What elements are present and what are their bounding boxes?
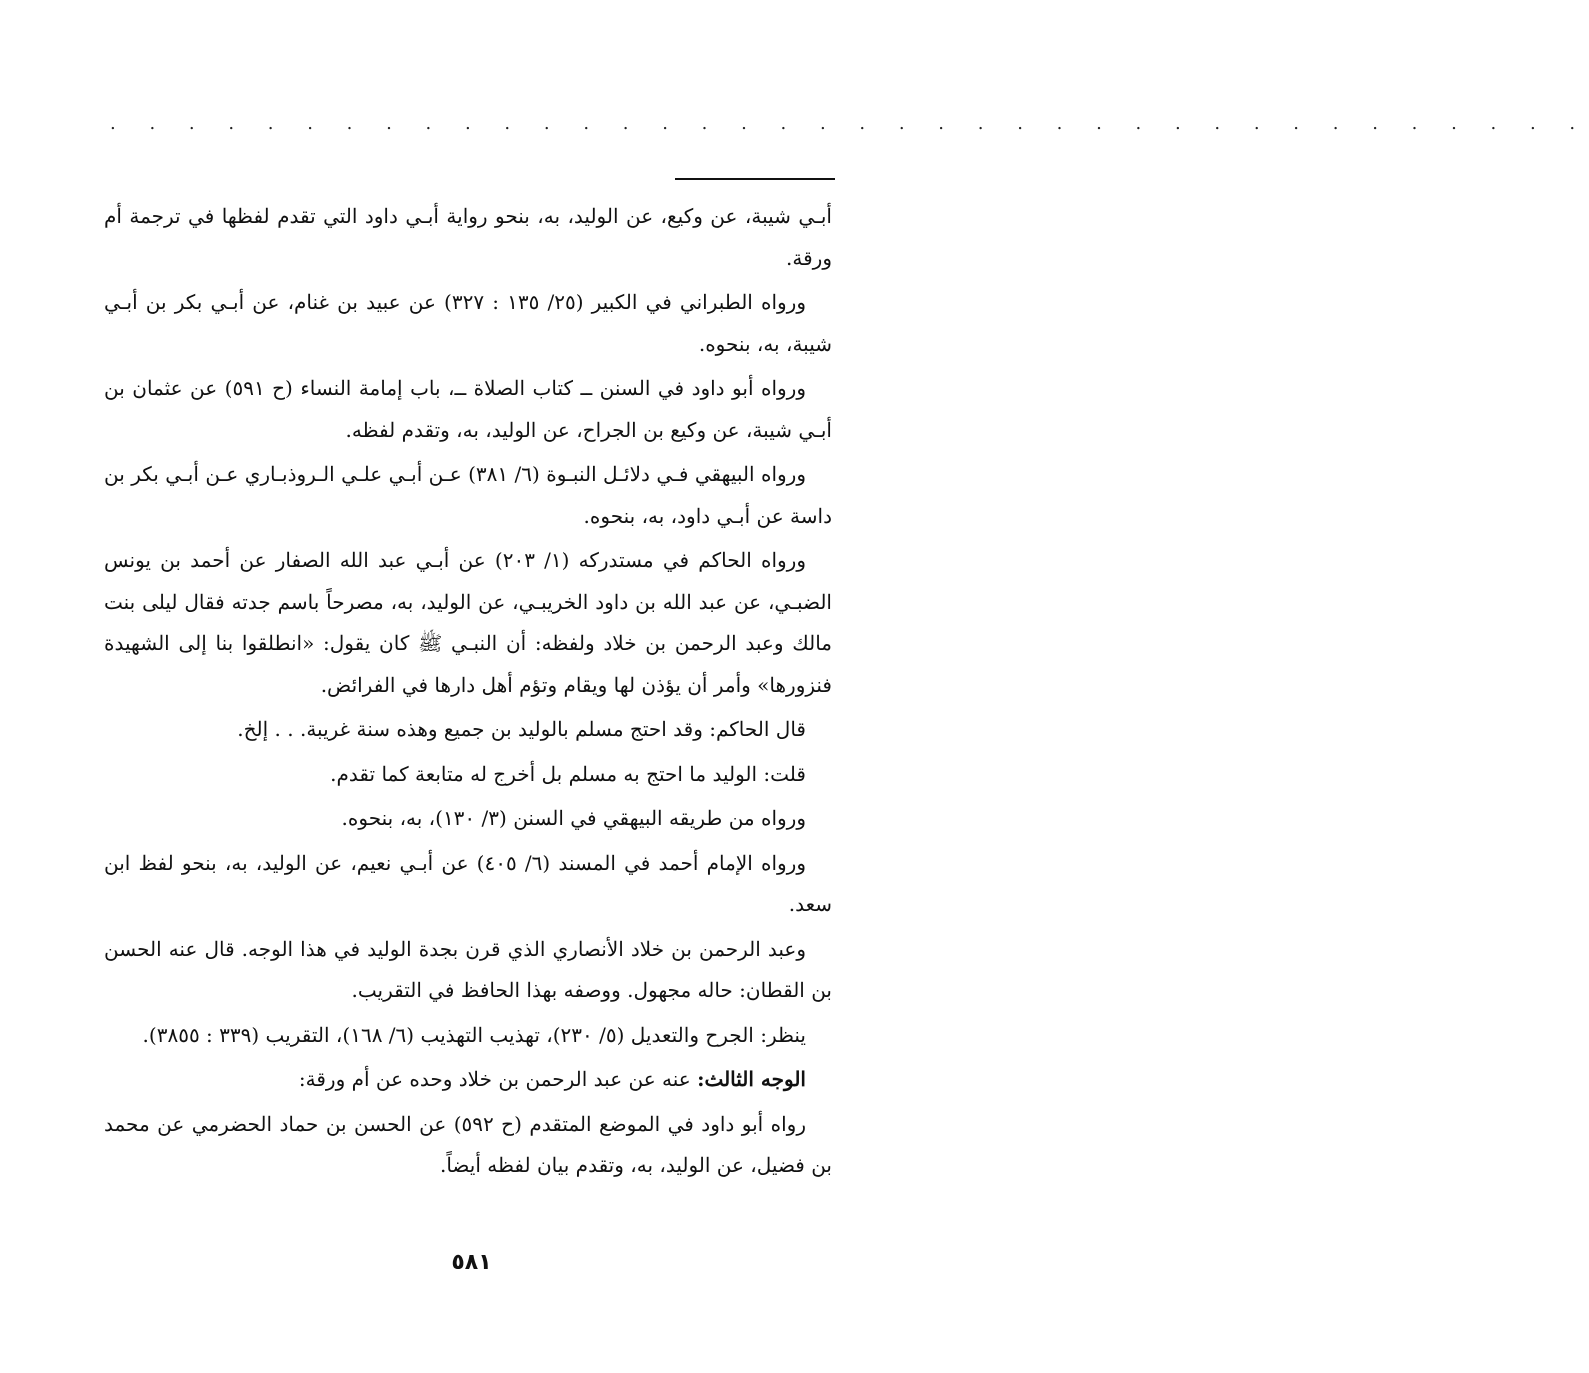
- paragraph-5: ورواه الحاكم في مستدركه (١/ ٢٠٣) عن أبـي عبد الله الصفار عن أحمد بن يونس الضبـي، عن عبد الله بن داود الخريبـي، عن الوليد، به، مصرحاً باسم جدته فقال ليلى بنت مالك وعبد الرحمن بن خلاد ولفظه: أن النبـي ﷺ كان يقول: «انطلقوا بنا إلى الشهيدة فنزورها» وأمر أن يؤذن لها ويقام وتؤم أهل دارها في الفرائض.: [104, 548, 832, 697]
- paragraph-8: ورواه من طريقه البيهقي في السنن (٣/ ١٣٠)، به، بنحوه.: [341, 806, 806, 830]
- paragraph-12: [104, 1059, 832, 1101]
- paragraph-11: ينظر: الجرح والتعديل (٥/ ٢٣٠)، تهذيب التهذيب (٦/ ١٦٨)، التقريب (٣٣٩ : ٣٨٥٥).: [142, 1022, 806, 1047]
- paragraph-6: قال الحاكم: وقد احتج مسلم بالوليد بن جميع وهذه سنة غريبة. . . إلخ.: [237, 717, 806, 741]
- section-text: عنه عن عبد الرحمن بن خلاد وحده عن أم ورقة:: [298, 1067, 698, 1091]
- body-text: [104, 196, 832, 1190]
- section-label: الوجه الثالث:: [697, 1067, 806, 1091]
- paragraph-13: رواه أبو داود في الموضع المتقدم (ح ٥٩٢) عن الحسن بن حماد الحضرمي عن محمد بن فضيل، عن الوليد، به، وتقدم بيان لفظه أيضاً.: [104, 1111, 832, 1177]
- dotted-separator: . . . . . . . . . . . . . . . . . . . . . . . . . . . . . . . . . . . . . .: [110, 113, 1589, 134]
- paragraph-2: ورواه الطبراني في الكبير (٢٥/ ١٣٥ : ٣٢٧) عن عبيد بن غنام، عن أبـي بكر بن أبـي شيبة، به، بنحوه.: [104, 290, 832, 356]
- page-number: ٥٨١: [451, 1250, 492, 1275]
- paragraph-3: ورواه أبو داود في السنن ــ كتاب الصلاة ــ، باب إمامة النساء (ح ٥٩١) عن عثمان بن أبـي شيبة، عن وكيع بن الجراح، عن الوليد، به، وتقدم لفظه.: [104, 376, 832, 442]
- paragraph-9: ورواه الإمام أحمد في المسند (٦/ ٤٠٥) عن أبـي نعيم، عن الوليد، به، بنحو لفظ ابن سعد.: [104, 850, 832, 916]
- paragraph-4: ورواه البيهقي فـي دلائـل النبـوة (٦/ ٣٨١) عـن أبـي علـي الـروذبـاري عـن أبـي بكر بن داسة عن أبـي داود، به، بنحوه.: [104, 462, 832, 528]
- paragraph-1: أبـي شيبة، عن وكيع، عن الوليد، به، بنحو رواية أبـي داود التي تقدم لفظها في ترجمة أم ورقة.: [104, 204, 832, 270]
- paragraph-7: قلت: الوليد ما احتج به مسلم بل أخرج له متابعة كما تقدم.: [330, 761, 806, 786]
- paragraph-10: وعبد الرحمن بن خلاد الأنصاري الذي قرن بجدة الوليد في هذا الوجه. قال عنه الحسن بن القطان: حاله مجهول. ووصفه بهذا الحافظ في التقريب.: [104, 936, 832, 1002]
- footnote-rule: [675, 178, 835, 180]
